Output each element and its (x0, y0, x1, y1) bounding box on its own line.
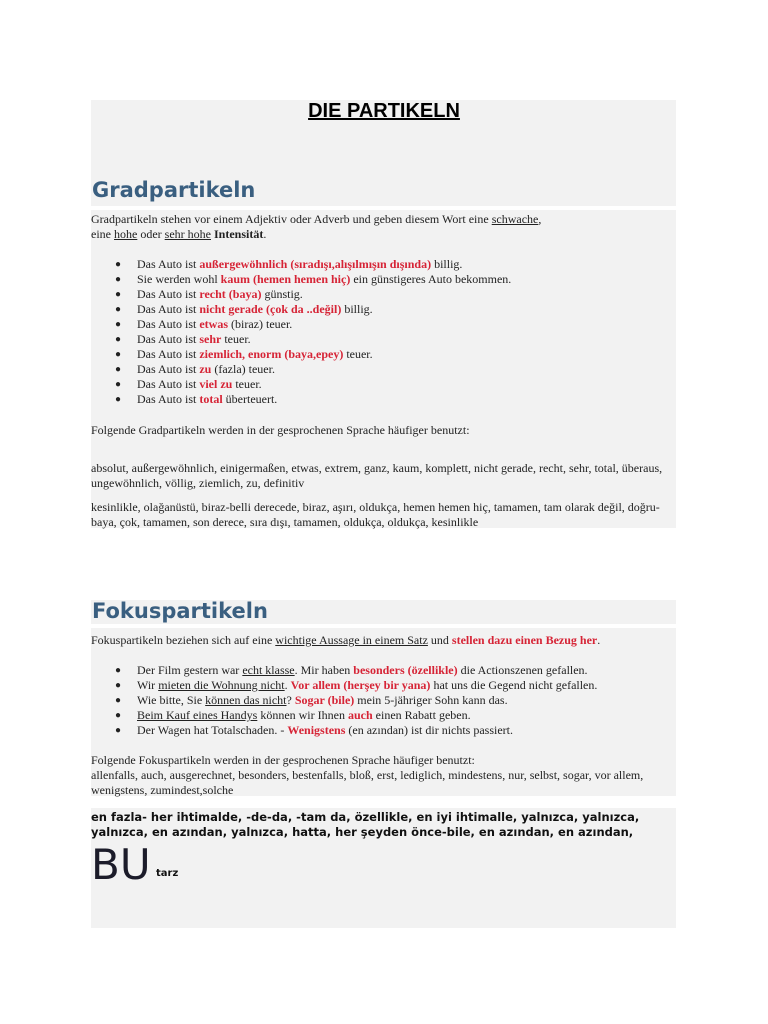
list-item: ● Das Auto ist ziemlich, enorm (baya,epey) teuer. (115, 347, 373, 361)
list-item: ● Das Auto ist etwas (biraz) teuer. (115, 317, 293, 331)
fokuspartikeln-list-de: allenfalls, auch, ausgerechnet, besonders, bestenfalls, bloß, erst, lediglich, mindestens, nur, selbst, sogar, vor allem, wenigstens, zumindest,solche (91, 768, 644, 797)
gradpartikeln-examples (91, 257, 671, 407)
tarz-text: tarz (156, 868, 179, 879)
list-item: ● Das Auto ist sehr teuer. (115, 332, 251, 346)
gradpartikeln-list-de: absolut, außergewöhnlich, einigermaßen, etwas, extrem, ganz, kaum, komplett, nicht gerade, recht, sehr, total, überaus, ungewöhnlich, völlig, ziemlich, zu, definitiv (91, 461, 663, 490)
fokuspartikeln-heading: Fokuspartikeln (92, 599, 268, 623)
list-item: ● Das Auto ist viel zu teuer. (115, 377, 262, 391)
gradpartikeln-list-tr: kesinlikle, olağanüstü, biraz-belli derecede, biraz, aşırı, oldukça, hemen hemen hiç, tamamen, tam olarak değil, doğru-baya, çok, tamamen, son derece, sıra dışı, tamamen, oldukça, oldukça, kesinlikle (91, 500, 660, 529)
gradpartikeln-folgende: Folgende Gradpartikeln werden in der gesprochenen Sprache häufiger benutzt: (91, 423, 470, 437)
list-item: ● Wie bitte, Sie können das nicht? Sogar (bile) mein 5-jähriger Sohn kann das. (115, 693, 508, 707)
list-item: ● Sie werden wohl kaum (hemen hemen hiç) ein günstigeres Auto bekommen. (115, 272, 512, 286)
list-item: ● Der Film gestern war echt klasse. Mir haben besonders (özellikle) die Actionszenen gefallen. (115, 663, 588, 677)
gradpartikeln-heading: Gradpartikeln (92, 178, 256, 202)
list-item: ● Das Auto ist zu (fazla) teuer. (115, 362, 275, 376)
gradpartikeln-intro: Gradpartikeln stehen vor einem Adjektiv oder Adverb und geben diesem Wort eine schwache, eine hohe oder sehr hohe Intensität. (91, 212, 542, 241)
list-item: ● Beim Kauf eines Handys können wir Ihnen auch einen Rabatt geben. (115, 708, 471, 722)
fokuspartikeln-examples (91, 663, 671, 738)
list-item: ● Das Auto ist total überteuert. (115, 392, 278, 406)
list-item: ● Der Wagen hat Totalschaden. - Wenigstens (en azından) ist dir nichts passiert. (115, 723, 514, 737)
fokuspartikeln-folgende: Folgende Fokuspartikeln werden in der gesprochenen Sprache häufiger benutzt: (91, 753, 475, 767)
fokuspartikeln-list-tr: en fazla- her ihtimalde, -de-da, -tam da, özellikle, en iyi ihtimalle, yalnızca, yalnızca, yalnızca, en azından, yalnızca, hatta, her şeyden önce-bile, en azından, en azından, (91, 810, 640, 839)
list-item: ● Das Auto ist nicht gerade (çok da ..değil) billig. (115, 302, 373, 316)
fokuspartikeln-intro: Fokuspartikeln beziehen sich auf eine wichtige Aussage in einem Satz und stellen dazu einen Bezug her. (91, 633, 601, 647)
list-item: ● Das Auto ist außergewöhnlich (sıradışı,alışılmışın dışında) billig. (115, 257, 463, 271)
list-item: ● Wir mieten die Wohnung nicht. Vor allem (herşey bir yana) hat uns die Gegend nicht gefallen. (115, 678, 598, 692)
bu-text: BU (91, 840, 151, 889)
page-title: DIE PARTIKELN (308, 100, 460, 122)
list-item: ● Das Auto ist recht (baya) günstig. (115, 287, 303, 301)
